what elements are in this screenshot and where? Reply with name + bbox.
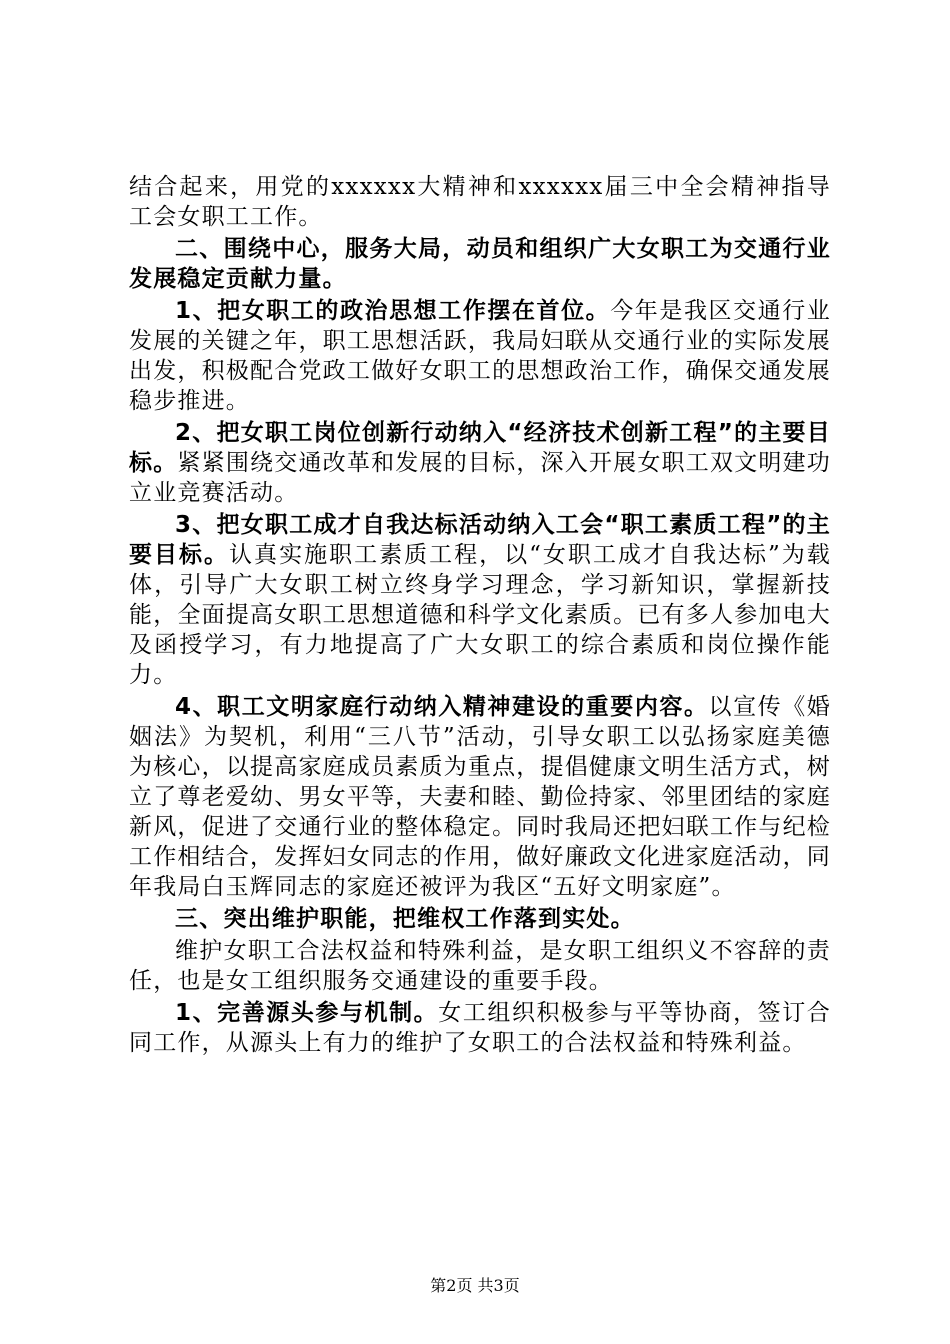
document-body — [129, 172, 831, 1060]
paragraph-9-text: 女工组织积极参与平等协商，签订合同工作，从源头上有力的维护了女职工的合法权益和特殊利益。 — [129, 1000, 831, 1056]
paragraph-1 — [129, 172, 831, 232]
paragraph-6-text: 以宣传《婚姻法》为契机，利用“三八节”活动，引导女职工以弘扬家庭美德为核心，以提高家庭成员素质为重点，提倡健康文明生活方式，树立了尊老爱幼、男女平等，夫妻和睦、勤俭持家、邻里团结的家庭新风，促进了交通行业的整体稳定。同时我局还把妇联工作与纪检工作相结合，发挥妇女同志的作用，做好廉政文化进家庭活动，同年我局白玉辉同志的家庭还被评为我区“五好文明家庭”。 — [129, 694, 832, 900]
paragraph-3-heading: 1、把女职工的政治思想工作摆在首位。 — [175, 298, 611, 324]
paragraph-4-text: 紧紧围绕交通改革和发展的目标，深入开展女职工双文明建功立业竞赛活动。 — [129, 450, 831, 506]
paragraph-9 — [129, 998, 831, 1058]
paragraph-3 — [129, 296, 831, 416]
paragraph-3-text: 今年是我区交通行业发展的关键之年，职工思想活跃，我局妇联从交通行业的实际发展出发，积极配合党政工做好女职工的思想政治工作，确保交通发展稳步推进。 — [129, 298, 831, 414]
paragraph-5-heading: 3、把女职工成才自我达标活动纳入工会“职工素质工程”的主要目标。 — [129, 512, 831, 568]
paragraph-1-text: 结合起来，用党的xxxxxx大精神和xxxxxx届三中全会精神指导工会女职工工作。 — [129, 174, 831, 230]
paragraph-6-heading: 4、职工文明家庭行动纳入精神建设的重要内容。 — [175, 694, 709, 720]
page-footer — [0, 1273, 950, 1296]
paragraph-6 — [129, 692, 831, 902]
section-heading-2: 二、围绕中心，服务大局，动员和组织广大女职工为交通行业发展稳定贡献力量。 — [129, 236, 831, 292]
paragraph-5-text: 认真实施职工素质工程，以“女职工成才自我达标”为载体，引导广大女职工树立终身学习理念，学习新知识，掌握新技能，全面提高女职工思想道德和科学文化素质。已有多人参加电大及函授学习，有力地提高了广大女职工的综合素质和岗位操作能力。 — [129, 542, 831, 688]
paragraph-8-text: 维护女职工合法权益和特殊利益，是女职工组织义不容辞的责任，也是女工组织服务交通建设的重要手段。 — [129, 938, 831, 994]
section-heading-3: 三、突出维护职能，把维权工作落到实处。 — [175, 906, 635, 932]
paragraph-4-heading: 2、把女职工岗位创新行动纳入“经济技术创新工程”的主要目标。 — [129, 420, 831, 476]
paragraph-9-heading: 1、完善源头参与机制。 — [175, 1000, 439, 1026]
paragraph-4 — [129, 418, 831, 508]
paragraph-8 — [129, 936, 831, 996]
page-number-label: 第2页 共3页 — [430, 1276, 520, 1295]
paragraph-7 — [129, 904, 831, 934]
paragraph-2 — [129, 234, 831, 294]
paragraph-5 — [129, 510, 831, 690]
